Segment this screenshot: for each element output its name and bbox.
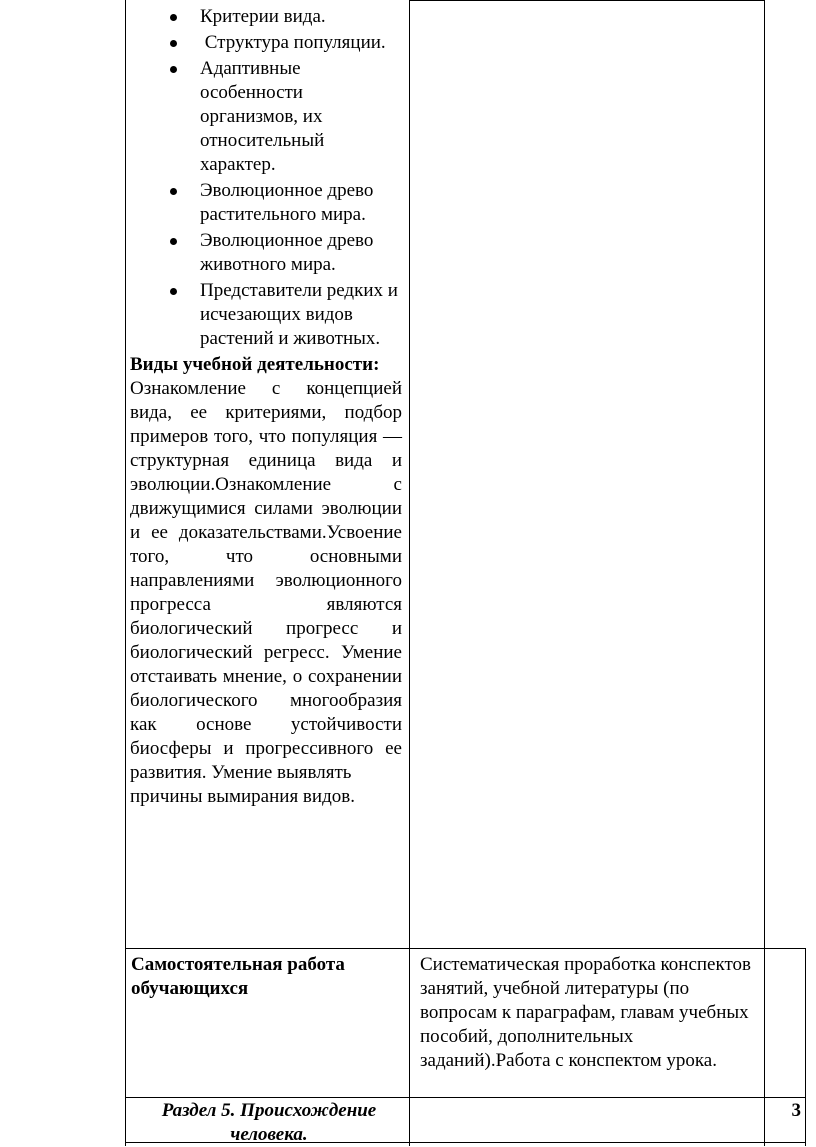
bullet-icon — [170, 188, 177, 195]
activities-heading: Виды учебной деятельности: — [130, 354, 380, 375]
table-row-divider-1 — [125, 948, 806, 949]
section-title: Раздел 5. Происхождение человека. — [161, 1100, 377, 1145]
list-item: Адаптивные особенности организмов, их относительный характер. — [130, 57, 402, 177]
bullet-icon — [170, 288, 177, 295]
table-border-right — [805, 948, 806, 1146]
table-border-left — [125, 0, 126, 1146]
bullet-icon — [170, 66, 177, 73]
list-item: Эволюционное древо животного мира. — [130, 229, 402, 277]
table-border-top — [409, 0, 765, 1]
topic-list — [130, 5, 402, 351]
content-cell — [130, 5, 402, 809]
list-item: Эволюционное древо растительного мира. — [130, 179, 402, 227]
bullet-icon — [170, 40, 177, 47]
table-row-divider-2 — [125, 1097, 806, 1098]
self-work-title: Самостоятельная работа обучающихся — [131, 954, 345, 999]
table-border-col2 — [764, 0, 765, 1146]
bullet-icon — [170, 238, 177, 245]
list-item: Структура популяции. — [130, 31, 402, 55]
list-item: Представители редких и исчезающих видов растений и животных. — [130, 279, 402, 351]
section-hours: 3 — [791, 1100, 801, 1121]
activities-text: Ознакомление с концепцией вида, ее критериями, подбор примеров того, что популяция — структурная единица вида и эволюции.Ознакомление с движущимися силами эволюции и ее доказательствами.Усвоение того, что основными направлениями эволюционного прогресса являются биологический прогресс и биологический регресс. Умение отстаивать мнение, о сохранении биологического многообразия как основе устойчивости биосферы и прогрессивного ее развития. Умение выявлять причины вымирания видов. — [130, 378, 402, 807]
table-border-col1 — [409, 0, 410, 1146]
self-work-text: Систематическая проработка конспектов занятий, учебной литературы (по вопросам к параграфам, главам учебных пособий, дополнительных заданий).Работа с конспектом урока. — [420, 954, 751, 1071]
bullet-icon — [170, 14, 177, 21]
list-item: Критерии вида. — [130, 5, 402, 29]
